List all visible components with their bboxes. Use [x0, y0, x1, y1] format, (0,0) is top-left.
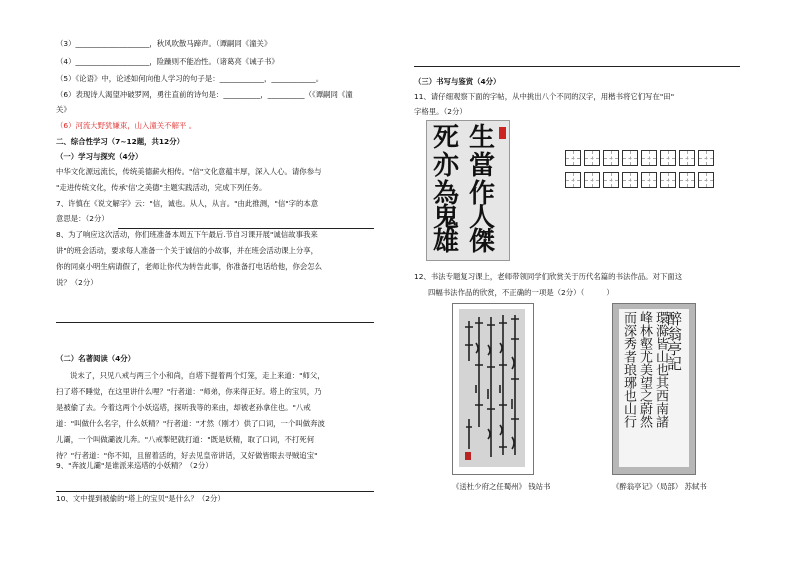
answer-line[interactable] — [56, 491, 374, 492]
q12-line-2: 四幅书法作品的欣赏，不正确的一项是（2分）（ ） — [428, 288, 614, 297]
tie-char: 死 — [433, 123, 460, 153]
caption-work-2: 《醉翁亭记》（局部） 苏轼书 — [612, 482, 707, 491]
q9: 9、"奔波儿灞"是谁派来巡塔的小妖精？（2分） — [56, 461, 213, 470]
calligraphy-work-1 — [452, 303, 534, 475]
answer-blank[interactable]: ____________________ — [75, 57, 150, 66]
reading-line-2: 扫了塔不睡觉，在这里讲什么哩？"行者道："师弟，你来得正好。塔上的宝贝，乃 — [56, 387, 322, 396]
sub3-title: （三）书写与鉴赏（4分） — [414, 77, 501, 86]
reading-line-4: 道："叫做什么名字，什么妖精？"行者道："才然（刚才）供了口词，一个叫做奔波 — [56, 419, 325, 428]
sub1-para-2: "走进传统文化，传承'信'之美德"主题实践活动，完成下列任务。 — [56, 183, 267, 192]
tianzige-cell[interactable] — [584, 172, 600, 188]
tie-char: 當 — [469, 151, 496, 181]
tianzige-cell[interactable] — [641, 172, 657, 188]
tianzige-cell[interactable] — [584, 150, 600, 166]
reading-line-3: 是被偷了去。今着这两个小妖巡塔，探听我等的来由，却被老孙拿住也。"八戒 — [56, 403, 311, 412]
tianzige-cell[interactable] — [603, 150, 619, 166]
work2-col-4: 而深秀者琅琊也山行 — [621, 311, 636, 428]
tianzige-cell[interactable] — [698, 172, 714, 188]
seal-script-stele-image — [459, 309, 525, 467]
top-rule — [414, 66, 740, 67]
tianzige-cell[interactable] — [641, 150, 657, 166]
q7-line-2: 意思是：（2分） — [56, 214, 109, 223]
answer-blank[interactable]: ____________________ — [75, 39, 150, 48]
q8-line-2: 讲"的班会活动，要求每人准备一个关于诚信的小故事，并在班会活动课上分享， — [56, 246, 319, 255]
q10: 10、文中提到被偷的"塔上的宝贝"是什么？（2分） — [56, 494, 225, 503]
tie-char: 人 — [469, 203, 496, 233]
tie-char: 生 — [469, 123, 496, 153]
tianzige-cell[interactable] — [622, 150, 638, 166]
caption-work-1: 《送杜少府之任蜀州》 钱站书 — [452, 482, 551, 491]
q8-line-1: 8、为了响应这次活动，你们班准备本周五下午最后.节自习课开展"诚信故事我来 — [56, 230, 318, 239]
reading-line-1: 说未了，只见八戒与两三个小和尚，自塔下提着两个灯笼，走上来道："师父， — [70, 371, 325, 380]
tie-char: 雄 — [433, 227, 460, 257]
tie-char: 鬼 — [433, 203, 460, 233]
tianzige-cell[interactable] — [679, 150, 695, 166]
poem-line-6: （6）表现诗人渴望冲破罗网，勇往直前的诗句是：__________，__________（《谭嗣同《潼 — [56, 90, 353, 99]
tianzige-cell[interactable] — [622, 172, 638, 188]
q12-line-1: 12、书法专题复习课上，老师带领同学们欣赏关于历代名篇的书法作品。对下面这 — [414, 272, 683, 281]
poem-line-6-cont: 关》 — [56, 105, 71, 114]
reading-line-6: 待？"行者道："你不知，且留着活的，好去见皇帝讲话，又好做皆眼去寻贼追宝" — [56, 451, 318, 460]
work2-col-2: 環滁皆山也其西南諸 — [653, 311, 668, 428]
section2-title: 二、综合性学习（7~12题，共12分） — [56, 137, 184, 146]
tianzige-cell[interactable] — [603, 172, 619, 188]
calligraphy-work-2 — [612, 303, 696, 475]
answer-line[interactable] — [56, 322, 374, 323]
q8-line-4: 说？（2分） — [56, 278, 98, 287]
answer-blank[interactable]: ____________，____________。 — [219, 74, 324, 83]
sub1-title: （一）学习与探究（4分） — [56, 152, 143, 161]
answer-blank[interactable]: __________，__________（《谭嗣同《潼 — [223, 90, 353, 99]
tianzige-cell[interactable] — [660, 172, 676, 188]
tianzige-cell[interactable] — [660, 150, 676, 166]
seal-stamp — [499, 127, 506, 139]
reading-line-5: 儿灞，一个叫做灞波儿奔。"八戒掣钯就打道："既是妖精，取了口词，不打死何 — [56, 435, 315, 444]
q8-line-3: 你的同桌小明生病请假了，老师让你代为转告此事，你准备打电话给他，你会怎么 — [56, 262, 323, 271]
tianzige-cell[interactable] — [565, 172, 581, 188]
sub2-title: （二）名著阅读（4分） — [56, 354, 136, 363]
poem-line-4: （4）____________________，险躁则不能冶性。（诸葛亮《诫子书》 — [56, 57, 279, 66]
work2-col-1: 醉翁亭記 — [665, 311, 683, 371]
red-answer: （6）河流大野犹嫌束，山入潼关不解平 。 — [56, 121, 197, 130]
sub1-para-1: 中华文化源远流长，传统美德薪火相传。"信"文化意蕴丰厚，深入人心。请你参与 — [56, 167, 322, 176]
work2-col-3: 峰林壑尤美望之蔚然 — [637, 311, 652, 428]
poem-line-5: （5）《论语》中，论述如何向他人学习的句子是：____________，____________。 — [56, 74, 324, 83]
tianzige-cell[interactable] — [698, 150, 714, 166]
q7-line-1: 7、许慎在《说文解字》云："信，诚也。从人，从言。"由此推测，"信"字的本意 — [56, 199, 319, 208]
kaishu-paper — [619, 309, 689, 467]
tianzige-cell[interactable] — [565, 150, 581, 166]
poem-line-3: （3）____________________，秋风吹散马蹄声。（谭嗣同《潼关》 — [56, 39, 272, 48]
tianzige-grid[interactable] — [565, 150, 713, 190]
seal-script-strokes — [459, 309, 525, 467]
tie-char: 傑 — [469, 227, 496, 257]
tie-char: 亦 — [433, 151, 460, 181]
calligraphy-copybook-image — [426, 120, 510, 261]
q11-line-2: 字格里。（2分） — [414, 107, 467, 116]
tie-char: 作 — [469, 179, 496, 209]
q11-line-1: 11、请仔细观察下面的字帖，从中挑出八个不同的汉字，用楷书将它们写在"田" — [414, 92, 675, 101]
tianzige-cell[interactable] — [679, 172, 695, 188]
tie-char: 為 — [433, 179, 460, 209]
